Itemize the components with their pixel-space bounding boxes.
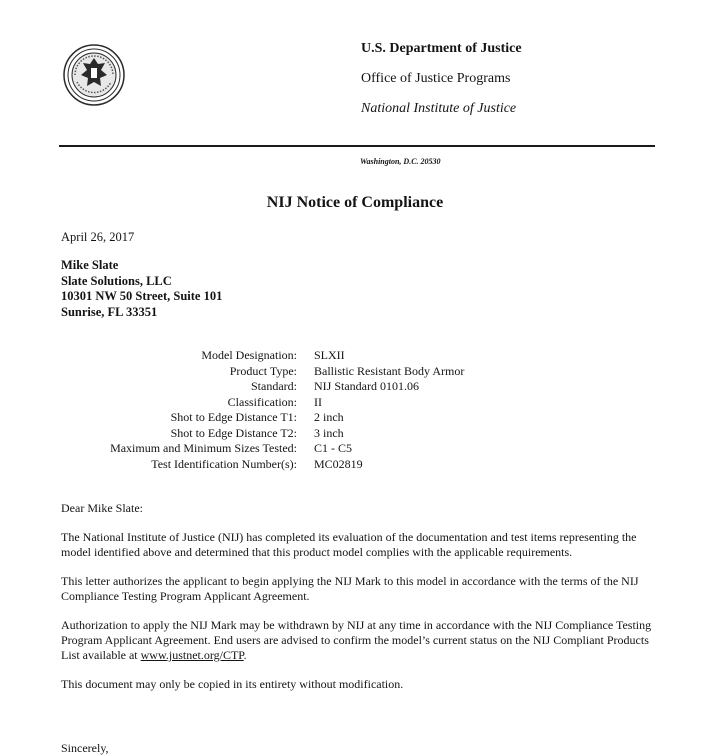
paragraph-copy-notice: This document may only be copied in its entirety without modification. xyxy=(61,677,404,691)
spec-value: NIJ Standard 0101.06 xyxy=(314,379,419,393)
recipient-street: 10301 NW 50 Street, Suite 101 xyxy=(61,289,223,303)
salutation: Dear Mike Slate: xyxy=(61,501,143,515)
letter-date: April 26, 2017 xyxy=(61,230,135,244)
agency-header xyxy=(361,42,522,132)
paragraph-text: Authorization to apply the NIJ Mark may be withdrawn by NIJ at any time in accordance with the NIJ Compliance Testing Program Applicant Agreement. End users are advised to confirm the model’s current status on the NIJ Compliant Products List available at xyxy=(61,618,652,662)
spec-label: Product Type: xyxy=(229,363,297,378)
spec-value: 2 inch xyxy=(314,410,344,424)
spec-row xyxy=(0,348,464,364)
justnet-link[interactable]: www.justnet.org/CTP xyxy=(140,648,244,662)
letter-body xyxy=(61,501,661,706)
spec-value: C1 - C5 xyxy=(314,441,353,455)
spec-label: Shot to Edge Distance T1: xyxy=(170,410,297,424)
header-divider xyxy=(59,145,655,147)
spec-row xyxy=(0,441,464,457)
paragraph-withdrawal xyxy=(61,618,661,663)
spec-label: Test Identification Number(s): xyxy=(151,456,297,471)
department-name: U.S. Department of Justice xyxy=(361,41,522,56)
office-name: Office of Justice Programs xyxy=(361,71,511,86)
spec-row xyxy=(0,457,464,473)
page-title: NIJ Notice of Compliance xyxy=(266,194,444,211)
spec-value: MC02819 xyxy=(314,456,363,471)
doj-seal-icon xyxy=(63,44,125,106)
recipient-company: Slate Solutions, LLC xyxy=(61,273,172,288)
spec-value: II xyxy=(314,394,322,409)
spec-row xyxy=(0,364,464,380)
spec-value: SLXII xyxy=(314,348,345,362)
spec-row xyxy=(0,395,464,411)
spec-value: 3 inch xyxy=(314,425,344,440)
recipient-address xyxy=(61,258,222,320)
institute-name: National Institute of Justice xyxy=(361,101,517,116)
spec-table xyxy=(0,348,464,472)
spec-label: Classification: xyxy=(227,394,297,409)
spec-label: Shot to Edge Distance T2: xyxy=(170,425,297,440)
spec-label: Model Designation: xyxy=(201,348,297,362)
spec-value: Ballistic Resistant Body Armor xyxy=(314,363,465,378)
closing: Sincerely, xyxy=(61,741,109,755)
spec-row xyxy=(0,410,464,426)
paragraph-end: . xyxy=(243,648,247,662)
spec-row xyxy=(0,379,464,395)
spec-label: Standard: xyxy=(251,379,297,393)
paragraph-evaluation: The National Institute of Justice (NIJ) has completed its evaluation of the documentation and test items representing the model identified above and determined that this product model complies with the applicable requirements. xyxy=(61,530,637,559)
spec-label: Maximum and Minimum Sizes Tested: xyxy=(110,441,297,455)
recipient-city: Sunrise, FL 33351 xyxy=(61,304,158,319)
paragraph-authorization: This letter authorizes the applicant to begin applying the NIJ Mark to this model in accordance with the terms of the NIJ Compliance Testing Program Applicant Agreement. xyxy=(61,574,639,603)
recipient-name: Mike Slate xyxy=(61,258,119,272)
spec-row xyxy=(0,426,464,442)
city-line: Washington, D.C. 20530 xyxy=(360,157,441,166)
